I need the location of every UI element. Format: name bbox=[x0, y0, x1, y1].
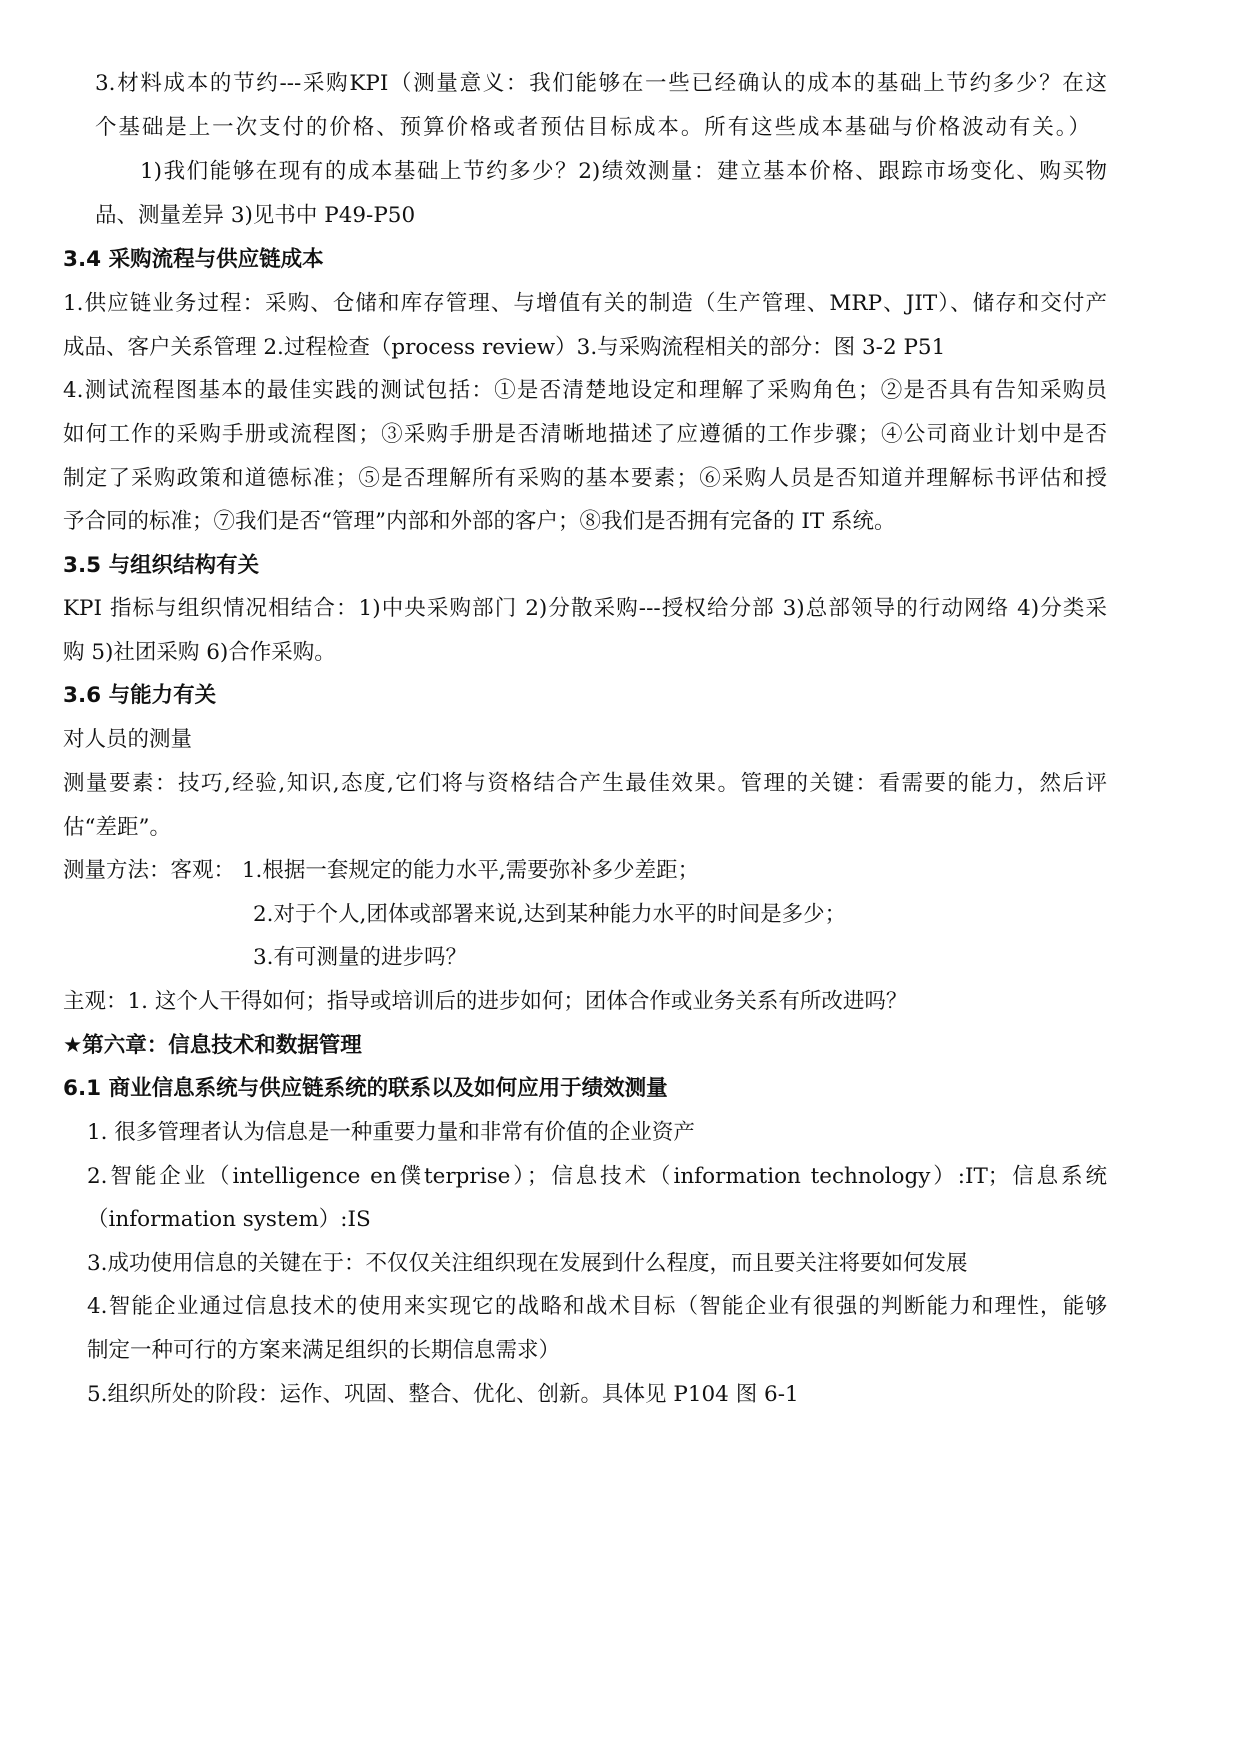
paragraph-line: 予合同的标准；⑦我们是否“管理”内部和外部的客户；⑧我们是否拥有完备的 IT 系统。 bbox=[63, 509, 896, 534]
paragraph-line: 测量要素：技巧,经验,知识,态度,它们将与资格结合产生最佳效果。管理的关键：看需要的能力，然后评 bbox=[63, 771, 1107, 796]
paragraph-line: 个基础是上一次支付的价格、预算价格或者预估目标成本。所有这些成本基础与价格波动有关。） bbox=[95, 115, 1090, 140]
paragraph-line: 测量方法：客观： 1.根据一套规定的能力水平,需要弥补多少差距； bbox=[63, 858, 700, 883]
paragraph-line: 购 5)社团采购 6)合作采购。 bbox=[63, 640, 336, 665]
list-item: 3.成功使用信息的关键在于：不仅仅关注组织现在发展到什么程度，而且要关注将要如何发展 bbox=[87, 1251, 968, 1276]
list-item: 制定一种可行的方案来满足组织的长期信息需求） bbox=[87, 1338, 561, 1363]
paragraph-line: 估“差距”。 bbox=[63, 815, 171, 840]
chapter-heading: ★第六章：信息技术和数据管理 bbox=[63, 1033, 362, 1058]
section-heading: 6.1 商业信息系统与供应链系统的联系以及如何应用于绩效测量 bbox=[63, 1076, 668, 1101]
section-heading: 3.4 采购流程与供应链成本 bbox=[63, 247, 324, 272]
section-heading: 3.5 与组织结构有关 bbox=[63, 553, 260, 578]
paragraph-line: 成品、客户关系管理 2.过程检查（process review）3.与采购流程相关的部分：图 3-2 P51 bbox=[63, 335, 946, 360]
paragraph-line: 4.测试流程图基本的最佳实践的测试包括：①是否清楚地设定和理解了采购角色；②是否具有告知采购员 bbox=[63, 378, 1107, 403]
paragraph-line: KPI 指标与组织情况相结合：1)中央采购部门 2)分散采购---授权给分部 3)总部领导的行动网络 4)分类采 bbox=[63, 596, 1107, 621]
list-item: 1. 很多管理者认为信息是一种重要力量和非常有价值的企业资产 bbox=[87, 1120, 695, 1145]
paragraph-line: 1.供应链业务过程：采购、仓储和库存管理、与增值有关的制造（生产管理、MRP、JIT）、储存和交付产 bbox=[63, 291, 1107, 316]
paragraph-line: 制定了采购政策和道德标准；⑤是否理解所有采购的基本要素；⑥采购人员是否知道并理解标书评估和授 bbox=[63, 466, 1107, 491]
list-item: 4.智能企业通过信息技术的使用来实现它的战略和战术目标（智能企业有很强的判断能力和理性，能够 bbox=[87, 1294, 1107, 1319]
section-heading: 3.6 与能力有关 bbox=[63, 683, 217, 708]
list-item: 5.组织所处的阶段：运作、巩固、整合、优化、创新。具体见 P104 图 6-1 bbox=[87, 1382, 799, 1407]
paragraph-line: 对人员的测量 bbox=[63, 727, 193, 752]
list-item: 2.智能企业（intelligence en僕terprise）；信息技术（information technology）:IT；信息系统 bbox=[87, 1164, 1107, 1189]
paragraph-line: 如何工作的采购手册或流程图；③采购手册是否清晰地描述了应遵循的工作步骤；④公司商业计划中是否 bbox=[63, 422, 1107, 447]
paragraph-line: 3.材料成本的节约---采购KPI（测量意义：我们能够在一些已经确认的成本的基础上节约多少？在这 bbox=[95, 71, 1107, 96]
paragraph-line: 3.有可测量的进步吗？ bbox=[253, 945, 468, 970]
list-item: （information system）:IS bbox=[87, 1207, 371, 1232]
paragraph-line: 2.对于个人,团体或部署来说,达到某种能力水平的时间是多少； bbox=[253, 902, 847, 927]
paragraph-line: 主观：1. 这个人干得如何；指导或培训后的进步如何；团体合作或业务关系有所改进吗？ bbox=[63, 989, 908, 1014]
paragraph-line: 品、测量差异 3)见书中 P49-P50 bbox=[95, 203, 416, 228]
paragraph-line: 1)我们能够在现有的成本基础上节约多少？2)绩效测量：建立基本价格、跟踪市场变化、购买物 bbox=[140, 159, 1107, 184]
